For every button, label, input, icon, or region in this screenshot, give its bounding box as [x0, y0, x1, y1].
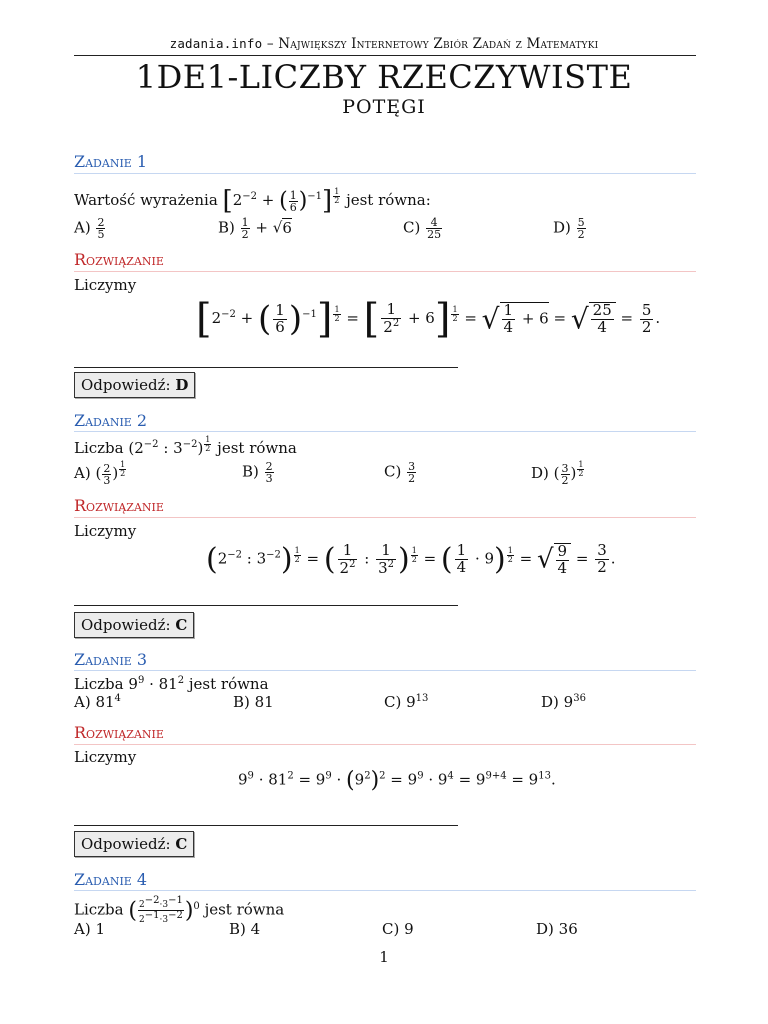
option-letter: A) [74, 218, 91, 237]
task-2-prompt-pre: Liczba [74, 439, 124, 457]
header-dash: – [266, 36, 274, 52]
task-4-option-c: C) 9 [382, 920, 414, 938]
task-3-heading-rule [74, 670, 696, 671]
task-3-expression: $9^9 \cdot 81^2$ [128, 675, 185, 693]
page-number: 1 [379, 948, 389, 966]
task-3-solution-equation: $9^9 \cdot 81^2 = 9^9 \cdot (9^2)^2 = 9^9 \cdot 9^4 = 9^{9+4} = 9^{13}$. [238, 768, 556, 793]
task-3-separator [74, 825, 458, 826]
site-name[interactable]: zadania.info [169, 36, 263, 51]
task-3-prompt-post: jest równa [188, 675, 269, 693]
task-1-option-a: A) $\frac{2}{5}$ [74, 216, 105, 241]
task-2-separator [74, 605, 458, 606]
option-letter: C) [403, 218, 421, 237]
task-1-separator [74, 367, 458, 368]
task-4-option-d: D) 36 [536, 920, 578, 938]
answer-value: C [175, 835, 188, 853]
task-4-heading-rule [74, 890, 696, 891]
task-1-prompt [74, 186, 431, 216]
task-1-solution-intro: Liczymy [74, 276, 137, 294]
task-1-prompt-pre: Wartość wyrażenia [74, 191, 218, 209]
task-3-option-a: A) $81^4$ [74, 693, 121, 711]
task-2-expression: ($2^{-2}$ : $3^{-2}$) $^{\frac{1}{2}}$ [128, 435, 211, 457]
task-3-answer-box [74, 831, 194, 857]
task-1-heading-rule [74, 173, 696, 174]
task-3-solution-intro: Liczymy [74, 748, 137, 766]
option-letter: B) [218, 218, 235, 237]
task-1-option-b: B) $\frac{1}{2}$ + √6 [218, 216, 292, 241]
task-2-option-b: B) $\frac{2}{3}$ [242, 460, 273, 485]
task-4-heading: Zadanie 4 [74, 870, 148, 889]
task-1-solution-rule [74, 271, 696, 272]
task-2-solution-rule [74, 517, 696, 518]
task-4-expression: ( $\frac{2^{-2}\cdot 3^{-1}}{2^{-1}\cdot 3^{-2}}$ )$^0$ [128, 895, 200, 925]
task-1-expression: [$2^{-2}$ + ( $\frac{1}{6}$ )$^{-1}$] $^{\frac{1}{2}}$ [222, 186, 340, 216]
answer-value: D [175, 376, 189, 394]
option-letter: D) [531, 464, 549, 482]
document-title: 1DE1-LICZBY RZECZYWISTE [135, 58, 633, 96]
task-4-option-a: A) 1 [74, 920, 105, 938]
task-2-solution-heading: Rozwiązanie [74, 496, 164, 515]
task-2-solution-equation: ($2^{-2}$ : $3^{-2}$) $^{\frac{1}{2}}$ = ( $\frac{1}{2^2}$ : $\frac{1}{3^2}$ ) $^{\frac{1}{2}}$ = ( $\frac{1}{4}$ · 9) $^{\frac{1}{2}}$ = √ $\frac{9}{4}$ = $\frac{3}{2}$ . [206, 540, 616, 577]
option-letter: A) [74, 464, 91, 482]
task-2-option-d: D) ( $\frac{3}{2}$ ) $^{\frac{1}{2}}$ [531, 460, 584, 487]
task-1-solution-equation: [$2^{-2}$ + ( $\frac{1}{6}$ )$^{-1}$] $^{\frac{1}{2}}$ = [ $\frac{1}{2^2}$ + 6] $^{\frac{1}{2}}$ = √ $\frac{1}{4}$ + 6 = √ $\frac{25}{4}$ = $\frac{5}{2}$ . [196, 296, 661, 342]
task-3-solution-heading: Rozwiązanie [74, 723, 164, 742]
option-text: C) 9 [384, 693, 416, 711]
page-header [0, 36, 768, 52]
header-tagline: Największy Internetowy Zbiór Zadań z Matematyki [278, 36, 599, 52]
task-3-option-c: C) $9^{13}$ [384, 693, 429, 711]
task-1-solution-heading: Rozwiązanie [74, 250, 164, 269]
option-letter: B) [242, 462, 259, 481]
task-1-heading: Zadanie 1 [74, 152, 148, 171]
answer-label: Odpowiedź: [81, 616, 171, 634]
task-3-option-b [233, 693, 274, 711]
task-2-heading: Zadanie 2 [74, 411, 148, 430]
task-2-prompt [74, 436, 297, 457]
task-4-prompt-post: jest równa [204, 900, 285, 919]
document-subtitle: POTĘGI [342, 96, 426, 118]
task-3-heading: Zadanie 3 [74, 650, 148, 669]
answer-label: Odpowiedź: [81, 376, 171, 394]
option-letter: C) [384, 462, 402, 481]
option-letter: D) [553, 218, 571, 237]
task-3-option-d: D) $9^{36}$ [541, 693, 586, 711]
answer-label: Odpowiedź: [81, 835, 171, 853]
task-3-prompt [74, 675, 269, 693]
option-text: A) 81 [74, 693, 115, 711]
task-3-solution-rule [74, 744, 696, 745]
task-2-option-c: C) $\frac{3}{2}$ [384, 460, 416, 485]
option-text: D) 9 [541, 693, 574, 711]
task-1-answer-box [74, 372, 195, 398]
task-1-option-c: C) $\frac{4}{25}$ [403, 216, 442, 241]
header-rule [74, 55, 696, 56]
task-2-solution-intro: Liczymy [74, 522, 137, 540]
option-text: B) 81 [233, 693, 274, 711]
answer-value: C [175, 616, 188, 634]
task-2-option-a: A) ( $\frac{2}{3}$ ) $^{\frac{1}{2}}$ [74, 460, 126, 487]
task-2-prompt-post: jest równa [217, 439, 297, 457]
task-2-heading-rule [74, 431, 696, 432]
task-1-prompt-post: jest równa: [346, 191, 431, 209]
task-1-option-d: D) $\frac{5}{2}$ [553, 216, 585, 241]
task-4-option-b: B) 4 [229, 920, 261, 938]
task-3-prompt-pre: Liczba [74, 675, 124, 693]
task-2-answer-box [74, 612, 194, 638]
task-4-prompt-pre: Liczba [74, 900, 124, 919]
